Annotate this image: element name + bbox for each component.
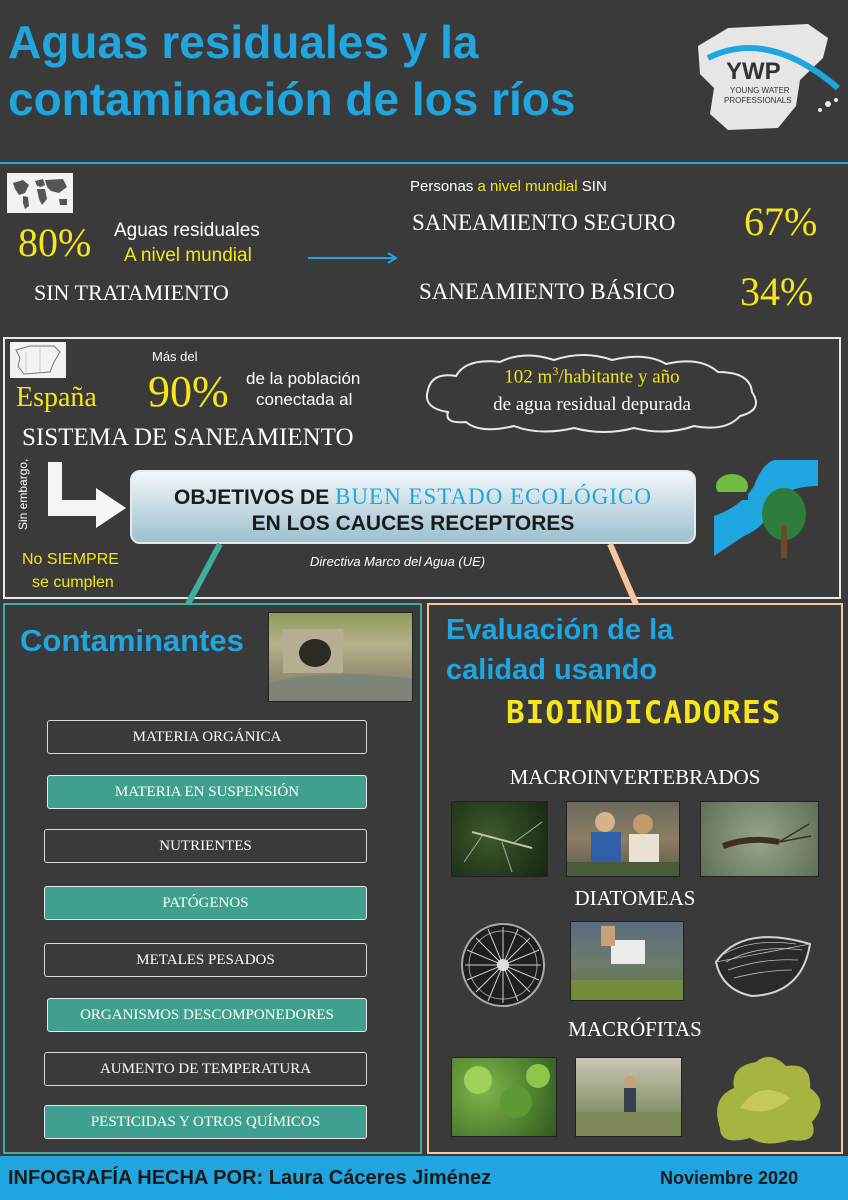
saneamiento-seguro-percent: 67%: [744, 199, 818, 244]
connector-left-line: [180, 542, 230, 606]
contaminante-patogenos: PATÓGENOS: [44, 886, 367, 920]
cloud-volume: 102 m: [504, 366, 553, 388]
contaminante-materia-suspension: MATERIA EN SUSPENSIÓN: [47, 775, 367, 809]
contaminante-organismos-descomponedores: ORGANISMOS DESCOMPONEDORES: [47, 998, 367, 1032]
cloud-shape: [414, 350, 770, 436]
macroinvertebrados-heading: MACROINVERTEBRADOS: [509, 765, 761, 789]
contaminante-aumento-temperatura: AUMENTO DE TEMPERATURA: [44, 1052, 367, 1086]
water-strider-photo: [451, 801, 548, 877]
diatom-sampling-photo: [570, 921, 684, 1001]
cloud-text-line-1: [414, 364, 770, 388]
objetivos-line-1: [132, 484, 694, 510]
objetivos-de-text: OBJETIVOS DE: [174, 486, 336, 509]
ywp-logo: [688, 18, 843, 140]
spain-percent: 90%: [148, 367, 229, 416]
evaluacion-title-line-2: calidad usando: [446, 654, 658, 686]
espana-label: España: [16, 382, 97, 413]
mas-del-label: Más del: [152, 349, 198, 364]
mayfly-larva-photo: [700, 801, 819, 877]
aquatic-plant-photo: [700, 1048, 832, 1148]
personas-sin: [410, 178, 607, 195]
cloud-per-habitante: /habitante y año: [558, 366, 680, 388]
header-divider: [0, 162, 848, 164]
sewer-outlet-photo: [268, 612, 413, 702]
footer-author: INFOGRAFÍA HECHA POR: Laura Cáceres Jiménez: [8, 1167, 492, 1189]
sampling-people-photo: [566, 801, 680, 877]
contaminantes-title: Contaminantes: [20, 623, 244, 658]
a-nivel-mundial-text: a nivel mundial: [477, 178, 578, 195]
sistema-saneamiento-label: SISTEMA DE SANEAMIENTO: [22, 424, 354, 451]
radial-diatom-photo: [460, 922, 546, 1008]
buen-estado-ecologico-text: BUEN ESTADO ECOLÓGICO: [335, 484, 652, 509]
contaminante-materia-organica: MATERIA ORGÁNICA: [47, 720, 367, 754]
contaminante-nutrientes: NUTRIENTES: [44, 829, 367, 863]
river-tree-icon: [714, 456, 822, 560]
page-title: [8, 14, 708, 128]
world-percent: 80%: [18, 220, 92, 265]
wading-sampler-photo: [575, 1057, 682, 1137]
elbow-arrow-icon: [44, 462, 128, 528]
poblacion-label-2: conectada al: [256, 390, 353, 409]
bioindicadores-title: BIOINDICADORES: [506, 695, 782, 731]
saneamiento-basico-label: SANEAMIENTO BÁSICO: [419, 279, 675, 304]
connector-right-line: [606, 542, 646, 606]
sin-embargo-label: Sin embargo,: [16, 458, 30, 530]
logo-text: YWP: [726, 58, 781, 85]
title-line-1: Aguas residuales y la: [8, 16, 479, 68]
sin-text: SIN: [581, 178, 607, 195]
cloud-text-line-2: de agua residual depurada: [493, 394, 691, 415]
contaminante-pesticidas: PESTICIDAS Y OTROS QUÍMICOS: [44, 1105, 367, 1139]
evaluacion-title-line-1: Evaluación de la: [446, 614, 674, 646]
saneamiento-basico-percent: 34%: [740, 269, 814, 314]
nivel-mundial-label: A nivel mundial: [124, 245, 252, 266]
diatomeas-heading: DIATOMEAS: [574, 886, 696, 910]
logo-subtitle-2: PROFESSIONALS: [724, 96, 792, 105]
world-map-icon: [7, 173, 73, 213]
personas-text: Personas: [410, 178, 474, 195]
spain-map-icon: [10, 342, 66, 378]
oval-diatom-photo: [712, 924, 814, 1000]
water-plants-photo: [451, 1057, 557, 1137]
no-siempre-line-1: No SIEMPRE: [22, 551, 119, 568]
macrofitas-heading: MACRÓFITAS: [568, 1017, 702, 1041]
footer-date: Noviembre 2020: [660, 1168, 799, 1188]
poblacion-label-1: de la población: [246, 369, 361, 388]
objetivos-box: [130, 470, 696, 544]
objetivos-line-2: EN LOS CAUCES RECEPTORES: [251, 512, 575, 535]
sin-tratamiento-label: SIN TRATAMIENTO: [34, 280, 229, 305]
title-line-2: contaminación de los ríos: [8, 73, 576, 125]
no-siempre-line-2: se cumplen: [32, 574, 114, 591]
cloud-sup: 3: [552, 364, 559, 378]
saneamiento-seguro-label: SANEAMIENTO SEGURO: [412, 210, 676, 235]
aguas-residuales-label: Aguas residuales: [114, 220, 260, 241]
directiva-label: Directiva Marco del Agua (UE): [310, 554, 486, 569]
arrow-right-icon: [308, 251, 402, 265]
logo-subtitle-1: YOUNG WATER: [730, 86, 790, 95]
contaminante-metales-pesados: METALES PESADOS: [44, 943, 367, 977]
